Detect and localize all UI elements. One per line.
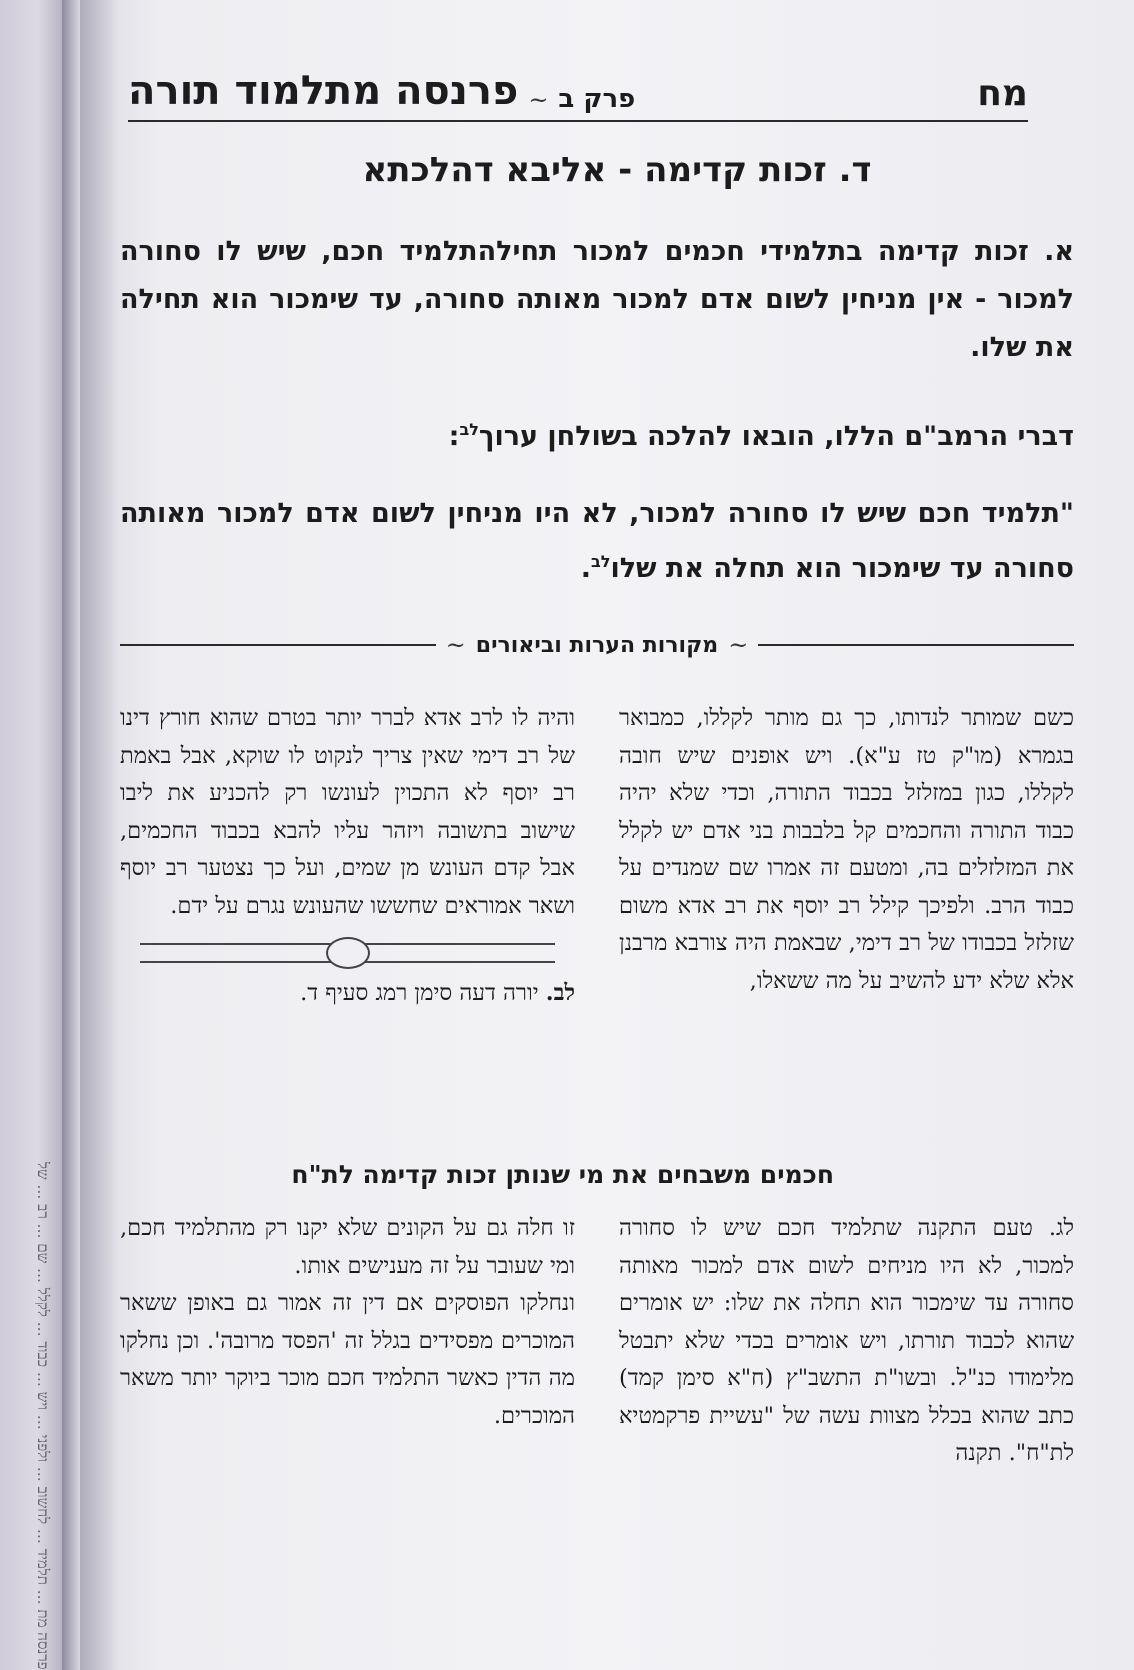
notes2-left-column (120, 1210, 575, 1473)
source-line: דברי הרמב"ם הללו, הובאו להלכה בשולחן ערוך$^{לב}$: (448, 420, 1074, 452)
notes-left-column (120, 700, 575, 1013)
facing-page-text: פרנסה מת … תלמיד … לחשוב … ולפני … ויש … כבוד … לקלל … שם … רב … של (34, 1162, 52, 1670)
note-text: לג. טעם התקנה שתלמיד חכם שיש לו סחורה למכור, לא היו מניחים לשום אדם למכור מאותה סחורה עד שימכור הוא תחלה את שלו: יש אומרים שהוא לכבוד תורתו, ויש אומרים בכדי שלא יתבטל מלימודו כנ"ל. ובשו"ת התשב"ץ (ח"א סימן קמד) כתב שהוא בכלל מצוות עשה של "עשיית פרקמטיא לת"ח". תקנה (619, 1215, 1074, 1466)
note-text: זו חלה גם על הקונים שלא יקנו רק מהתלמיד חכם, ומי שעובר על זה מענישים אותו. (120, 1215, 575, 1279)
divider-line (758, 644, 1074, 646)
section-title: ד. זכות קדימה - אליבא דהלכתא (362, 150, 872, 190)
footnote (120, 975, 575, 1013)
flourish-icon: ~ (528, 86, 549, 114)
chapter-label: פרק ב (558, 84, 636, 114)
notes2-right-column (619, 1210, 1074, 1473)
flourish-icon: ~ (728, 631, 749, 659)
notes-title: מקורות הערות וביאורים (475, 632, 719, 658)
book-title: פרנסה מתלמוד תורה (128, 68, 519, 114)
footnote-text: יורה דעה סימן רמג סעיף ד. (300, 980, 539, 1006)
book-page (80, 0, 1134, 1670)
footnote-number: לב. (545, 980, 575, 1006)
notes-divider (120, 630, 1074, 660)
main-paragraph-a: א. זכות קדימה בתלמידי חכמים למכור תחילהתלמיד חכם, שיש לו סחורה למכור - אין מניחין לשום אדם למכור מאותה סחורה, עד שימכור הוא תחילה את שלו. (120, 236, 1074, 363)
book-gutter (62, 0, 80, 1670)
halacha-quote: "תלמיד חכם שיש לו סחורה למכור, לא היו מניחין לשום אדם למכור מאותה סחורה עד שימכור הוא תחלה את שלו$^{לב}$. (120, 498, 1074, 584)
source-ref: לב (459, 420, 479, 439)
page-number: מח (977, 73, 1028, 114)
note-text: והיה לו לרב אדא לברר יותר בטרם שהוא חורץ דינו של רב דימי שאין צריך לנקוט לו שוקא, אבל באמת רב יוסף לא התכוין לעונשו רק להכניע את ליבו שישוב בתשובה ויזהר עליו להבא בכבוד החכמים, אבל קדם העונש מן שמים, ועל כך נצטער רב יוסף ושאר אמוראים שחששו שהעונש נגרם על ידם. (120, 705, 575, 919)
subsection-title: חכמים משבחים את מי שנותן זכות קדימה לת"ח (291, 1160, 834, 1189)
ornament-divider (140, 943, 555, 963)
ornament-knot (326, 937, 370, 969)
flourish-icon: ~ (445, 631, 466, 659)
notes-columns (120, 700, 1074, 1013)
divider-line (120, 644, 436, 646)
facing-page-edge (0, 0, 62, 1670)
note-text: כשם שמותר לנדותו, כך גם מותר לקללו, כמבואר בגמרא (מו"ק טז ע"א). ויש אופנים שיש חובה לקללו, כגון במזלזל בכבוד התורה, וכדי שלא יהיה כבוד התורה והחכמים קל בלבבות בני אדם יש לקלל את המזלזלים בה, ומטעם זה אמרו שם שמנדים על כבוד הרב. ולפיכך קילל רב יוסף את רב אדא משום שזלזל בכבודו של רב דימי, שבאמת היה צורבא מרבנן אלא שלא ידע להשיב על מה ששאלו, (619, 705, 1074, 994)
page-header (128, 62, 1028, 122)
source-line-text: דברי הרמב"ם הללו, הובאו להלכה בשולחן ערוך (478, 421, 1074, 452)
page-shadow (80, 0, 120, 1670)
quote-text: "תלמיד חכם שיש לו סחורה למכור, לא היו מניחין לשום אדם למכור מאותה סחורה עד שימכור הוא תחלה את שלו (120, 498, 1074, 584)
quote-ref: לב (591, 552, 611, 571)
notes-columns-2 (120, 1210, 1074, 1473)
notes-right-column (619, 700, 1074, 1013)
running-head (128, 68, 635, 114)
note-text: ונחלקו הפוסקים אם דין זה אמור גם באופן ששאר המוכרים מפסידים בגלל זה 'הפסד מרובה'. וכן נחלקו מה הדין כאשר התלמיד חכם מוכר ביוקר יותר משאר המוכרים. (120, 1290, 575, 1429)
